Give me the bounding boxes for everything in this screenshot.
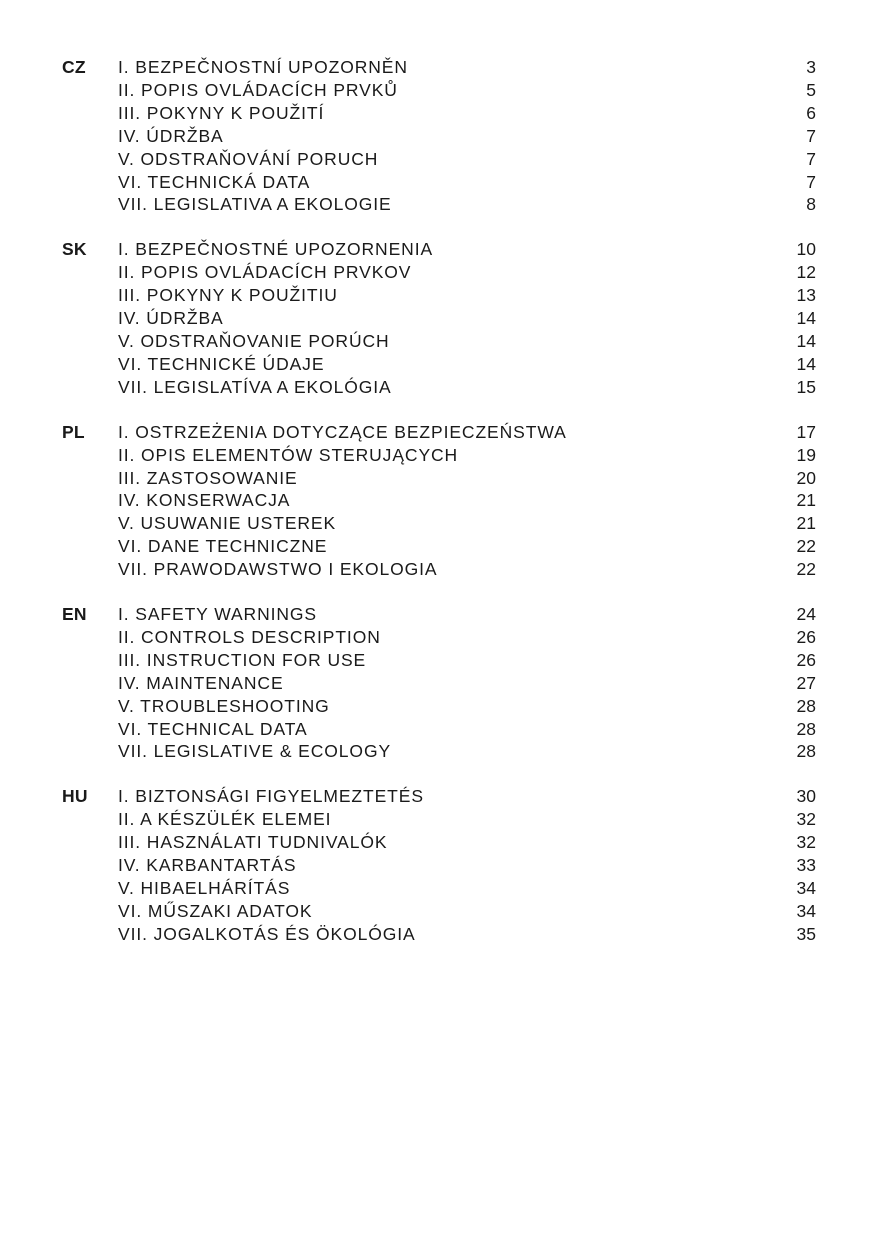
toc-entry[interactable] [118, 284, 816, 307]
toc-entry-title: III. ZASTOSOWANIE [118, 467, 298, 488]
toc-entry[interactable] [118, 330, 816, 353]
toc-entry-title: VII. JOGALKOTÁS ÉS ÖKOLÓGIA [118, 923, 416, 944]
toc-entry[interactable] [118, 740, 816, 763]
toc-entry[interactable] [118, 307, 816, 330]
toc-entry-title: VII. LEGISLATIVE & ECOLOGY [118, 741, 392, 762]
toc-entry-page: 6 [806, 102, 816, 123]
toc-entry[interactable] [118, 238, 816, 261]
language-code: EN [62, 604, 87, 625]
toc-entry[interactable] [118, 718, 816, 741]
toc-entry-title: IV. KARBANTARTÁS [118, 855, 297, 876]
toc-entry-page: 34 [796, 878, 816, 898]
toc-entry[interactable] [118, 695, 816, 718]
language-code: SK [62, 239, 87, 260]
toc-entry-title: VII. LEGISLATÍVA A EKOLÓGIA [118, 376, 392, 397]
toc-entry-page: 13 [796, 285, 816, 306]
toc-entry[interactable] [118, 171, 816, 194]
toc-entry-page: 17 [796, 421, 816, 442]
toc-entry-title: II. POPIS OVLÁDACÍCH PRVKOV [118, 262, 412, 283]
toc-entry[interactable] [118, 489, 816, 512]
toc-entry[interactable] [118, 900, 816, 923]
language-code: CZ [62, 57, 86, 77]
toc-entry[interactable] [118, 148, 816, 171]
toc-entry-title: VII. LEGISLATIVA A EKOLOGIE [118, 194, 392, 215]
toc-entry-page: 26 [796, 626, 816, 647]
toc-entry-page: 15 [796, 376, 816, 397]
toc-entry[interactable] [118, 808, 816, 831]
toc-entry[interactable] [118, 877, 816, 900]
toc-section-sk [0, 238, 874, 398]
toc-entry-page: 3 [806, 57, 816, 77]
toc-entry[interactable] [118, 626, 816, 649]
toc-entry[interactable] [118, 125, 816, 148]
toc-entry-page: 27 [796, 672, 816, 693]
toc-entry-page: 5 [806, 79, 816, 100]
toc-entry-list [118, 238, 816, 398]
toc-entry-page: 14 [796, 330, 816, 351]
toc-entry-page: 22 [796, 536, 816, 557]
toc-entry-page: 21 [796, 513, 816, 534]
toc-entry-page: 21 [796, 490, 816, 511]
toc-entry[interactable] [118, 421, 816, 444]
toc-entry-title: III. POKYNY K POUŽITÍ [118, 102, 325, 123]
toc-section-hu [0, 785, 874, 945]
toc-entry-title: V. ODSTRAŇOVANIE PORÚCH [118, 330, 390, 351]
toc-section-pl [0, 421, 874, 581]
toc-entry-list [118, 603, 816, 763]
toc-entry-title: II. OPIS ELEMENTÓW STERUJĄCYCH [118, 444, 459, 465]
toc-entry-page: 22 [796, 559, 816, 580]
toc-entry-page: 12 [796, 262, 816, 283]
toc-entry-title: V. ODSTRAŇOVÁNÍ PORUCH [118, 148, 379, 169]
toc-entry[interactable] [118, 831, 816, 854]
toc-entry-title: VI. TECHNICKÉ ÚDAJE [118, 353, 325, 374]
toc-section-cz [0, 56, 874, 216]
toc-entry-title: V. HIBAELHÁRÍTÁS [118, 878, 291, 898]
toc-entry-page: 19 [796, 444, 816, 465]
toc-entry-title: III. HASZNÁLATI TUDNIVALÓK [118, 832, 388, 853]
toc-entry-list [118, 421, 816, 581]
toc-entry-title: IV. ÚDRŽBA [118, 308, 224, 329]
toc-entry-page: 30 [796, 786, 816, 807]
language-code: HU [62, 786, 88, 807]
toc-entry-title: VI. MŰSZAKI ADATOK [118, 900, 313, 921]
toc-entry-page: 34 [796, 900, 816, 921]
toc-entry[interactable] [118, 512, 816, 535]
toc-entry-title: V. TROUBLESHOOTING [118, 695, 330, 716]
toc-entry[interactable] [118, 444, 816, 467]
toc-entry-title: I. BEZPEČNOSTNÉ UPOZORNENIA [118, 239, 434, 260]
toc-entry[interactable] [118, 353, 816, 376]
table-of-contents [0, 56, 874, 968]
toc-entry-title: II. CONTROLS DESCRIPTION [118, 626, 381, 647]
language-code: PL [62, 421, 85, 442]
toc-entry-title: IV. KONSERWACJA [118, 490, 291, 511]
toc-entry-page: 7 [806, 125, 816, 146]
toc-entry[interactable] [118, 102, 816, 125]
toc-entry[interactable] [118, 56, 816, 79]
toc-entry-title: V. USUWANIE USTEREK [118, 513, 337, 534]
toc-entry-page: 28 [796, 741, 816, 762]
toc-entry[interactable] [118, 261, 816, 284]
toc-entry-title: IV. ÚDRŽBA [118, 125, 224, 146]
toc-entry-page: 32 [796, 809, 816, 830]
toc-entry[interactable] [118, 785, 816, 808]
toc-entry-list [118, 56, 816, 216]
toc-entry-title: VI. TECHNICKÁ DATA [118, 171, 311, 192]
toc-entry-title: III. POKYNY K POUŽITIU [118, 285, 338, 306]
toc-entry-page: 28 [796, 718, 816, 739]
toc-entry[interactable] [118, 193, 816, 216]
toc-entry-page: 33 [796, 855, 816, 876]
toc-entry-page: 7 [806, 148, 816, 169]
toc-entry-page: 8 [806, 194, 816, 215]
toc-entry-title: VI. DANE TECHNICZNE [118, 536, 328, 557]
toc-entry[interactable] [118, 649, 816, 672]
toc-entry-page: 32 [796, 832, 816, 853]
toc-section-en [0, 603, 874, 763]
toc-entry[interactable] [118, 535, 816, 558]
toc-entry-title: II. POPIS OVLÁDACÍCH PRVKŮ [118, 79, 398, 100]
toc-entry-page: 28 [796, 695, 816, 716]
toc-entry-title: II. A KÉSZÜLÉK ELEMEI [118, 809, 332, 830]
toc-entry[interactable] [118, 467, 816, 490]
toc-entry[interactable] [118, 79, 816, 102]
toc-entry[interactable] [118, 923, 816, 946]
toc-entry-list [118, 785, 816, 945]
toc-entry[interactable] [118, 672, 816, 695]
toc-entry-page: 24 [796, 604, 816, 625]
toc-entry-page: 35 [796, 923, 816, 944]
toc-entry-title: I. BIZTONSÁGI FIGYELMEZTETÉS [118, 786, 424, 807]
toc-entry-page: 14 [796, 353, 816, 374]
toc-entry-page: 14 [796, 308, 816, 329]
toc-entry[interactable] [118, 854, 816, 877]
toc-entry-title: I. OSTRZEŻENIA DOTYCZĄCE BEZPIECZEŃSTWA [118, 421, 567, 442]
toc-entry-title: VI. TECHNICAL DATA [118, 718, 308, 739]
toc-entry-title: III. INSTRUCTION FOR USE [118, 649, 367, 670]
toc-entry-title: VII. PRAWODAWSTWO I EKOLOGIA [118, 559, 438, 580]
toc-entry[interactable] [118, 558, 816, 581]
toc-entry-page: 20 [796, 467, 816, 488]
toc-entry-page: 7 [806, 171, 816, 192]
toc-entry-title: IV. MAINTENANCE [118, 672, 284, 693]
toc-entry-page: 10 [796, 239, 816, 260]
toc-entry-page: 26 [796, 649, 816, 670]
toc-entry[interactable] [118, 603, 816, 626]
toc-entry-title: I. BEZPEČNOSTNÍ UPOZORNĚN [118, 57, 408, 77]
toc-entry[interactable] [118, 376, 816, 399]
toc-entry-title: I. SAFETY WARNINGS [118, 604, 318, 625]
